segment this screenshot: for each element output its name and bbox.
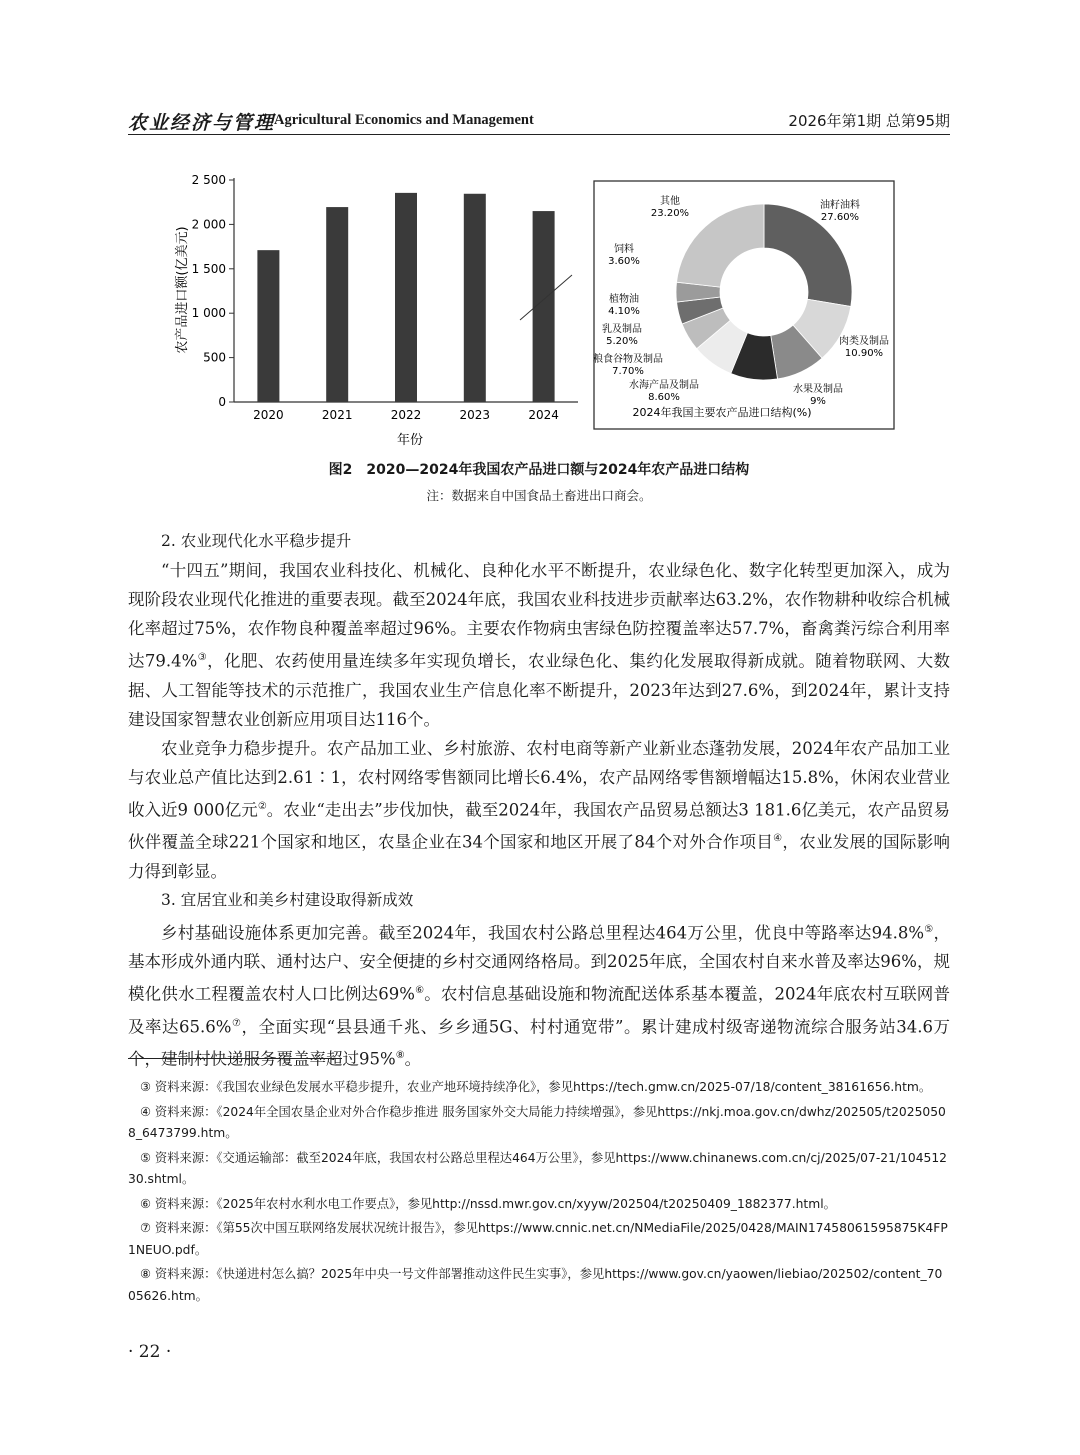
footnote-5: ⑤ 资料来源：《交通运输部：截至2024年底，我国农村公路总里程达464万公里》，参见https://www.chinanews.com.cn/cj/2025/07-21/10451230.shtml。 xyxy=(128,1150,947,1186)
footnote-divider xyxy=(128,1058,342,1059)
donut-hole xyxy=(720,248,808,336)
footnote-8: ⑧ 资料来源：《快递进村怎么搞？2025年中央一号文件部署推动这件民生实事》，参见https://www.gov.cn/yaowen/liebiao/202502/content_7005626.htm。 xyxy=(128,1267,943,1303)
slice-value: 8.60% xyxy=(648,392,680,403)
footnote-3: ③ 资料来源：《我国农业绿色发展水平稳步提升，农业产地环境持续净化》，参见https://tech.gmw.cn/2025-07/18/content_38161656.htm。 xyxy=(140,1080,932,1094)
journal-title-cn: 农业经济与管理 xyxy=(128,112,276,134)
slice-value: 10.90% xyxy=(844,348,884,359)
pie-chart xyxy=(593,181,894,429)
x-tick-label: 2022 xyxy=(390,408,422,422)
slice-label: 水海产品及制品 xyxy=(629,380,699,391)
footnote-ref-4[interactable]: ④ xyxy=(773,833,783,844)
footnote-7: ⑦ 资料来源：《第55次中国互联网络发展状况统计报告》，参见https://www.cnnic.net.cn/NMediaFile/2025/0428/MAIN17458061595875K4FP1NEUO.pdf。 xyxy=(128,1221,948,1257)
footnote-ref-8[interactable]: ⑧ xyxy=(395,1050,405,1061)
journal-title-en: Agricultural Economics and Management xyxy=(274,112,534,128)
paragraph-3-text-a: 乡村基础设施体系更加完善。截至2024年，我国农村公路总里程达464万公里，优良中等路率达94.8% xyxy=(161,923,925,942)
slice-label: 油籽油料 xyxy=(820,200,860,211)
footnote-ref-2[interactable]: ② xyxy=(257,800,267,812)
paragraph-3-text-b: ，基本形成外通内联、通村达户、安全便捷的乡村交通网络格局。到2025年底，全国农村自来水普及率达96%，规模化供水工程覆盖农村人口比例达69% xyxy=(128,923,951,1004)
x-tick-label: 2023 xyxy=(459,408,491,422)
paragraph-2-text-c: ，农业发展的国际影响力得到彰显。 xyxy=(128,832,950,881)
x-tick-label: 2021 xyxy=(321,408,353,422)
slice-label: 植物油 xyxy=(609,294,639,305)
bar-2020 xyxy=(257,250,279,402)
paragraph-2-text-a: 农业竞争力稳步提升。农产品加工业、乡村旅游、农村电商等新产业新业态蓬勃发展，2024年农产品加工业与农业总产值比达到2.61∶1，农村网络零售额同比增长6.4%，农产品网络零售额增幅达15.8%，休闲农业营业收入近9 000亿元 xyxy=(128,738,950,819)
page-number: · 22 · xyxy=(128,1342,172,1362)
y-tick-label: 2 500 xyxy=(191,173,226,187)
footnote-ref-7[interactable]: ⑦ xyxy=(231,1017,242,1029)
figure-2 xyxy=(128,160,950,460)
slice-label: 饲料 xyxy=(614,244,634,255)
footnote-ref-5[interactable]: ⑤ xyxy=(924,923,934,935)
paragraph-1-text: “十四五”期间，我国农业科技化、机械化、良种化水平不断提升，农业绿色化、数字化转型更加深入，成为现阶段农业现代化推进的重要表现。截至2024年底，我国农业科技进步贡献率达63.2%，农作物耕种收综合机械化率超过75%，农作物良种覆盖率超过96%。主要农作物病虫害绿色防控覆盖率达57.7%，畜禽粪污综合利用率达79.4% xyxy=(128,561,950,671)
section-heading-2: 2. 农业现代化水平稳步提升 xyxy=(161,532,352,550)
slice-label: 乳及制品 xyxy=(602,324,642,335)
bar-2022 xyxy=(395,193,417,402)
figure-note: 注：数据来自中国食品土畜进出口商会。 xyxy=(426,488,652,503)
bar-2021 xyxy=(326,207,348,402)
paragraph-3-text-c: 。农村信息基础设施和物流配送体系基本覆盖，2024年底农村互联网普及率达65.6% xyxy=(128,984,950,1036)
slice-label: 肉类及制品 xyxy=(839,336,889,347)
bar-2023 xyxy=(464,194,486,402)
footnotes xyxy=(128,1077,950,1310)
page-header xyxy=(128,106,950,136)
x-axis-title: 年份 xyxy=(396,433,424,448)
figure-caption: 图2 2020—2024年我国农产品进口额与2024年农产品进口结构 xyxy=(328,462,750,478)
slice-value: 3.60% xyxy=(608,256,640,267)
y-tick-label: 0 xyxy=(218,395,226,409)
paragraph-2-text-b: 。农业“走出去”步伐加快，截至2024年，我国农产品贸易总额达3 181.6亿美元，农产品贸易伙伴覆盖全球221个国家和地区，农垦企业在34个国家和地区开展了84个对外合作项目 xyxy=(128,800,950,852)
x-tick-label: 2024 xyxy=(528,408,559,422)
y-tick-label: 2 000 xyxy=(191,217,226,232)
bar-chart xyxy=(174,173,578,448)
slice-label: 粮食谷物及制品 xyxy=(593,354,663,365)
paragraph-1 xyxy=(128,556,950,734)
paragraph-3-text-e: 。 xyxy=(404,1049,422,1069)
slice-label: 水果及制品 xyxy=(793,384,843,395)
slice-value: 9% xyxy=(810,396,826,407)
footnote-ref-3[interactable]: ③ xyxy=(197,652,208,663)
paragraph-3 xyxy=(128,915,950,1074)
figure-svg xyxy=(128,160,950,460)
y-axis-title: 农产品进口额(亿美元) xyxy=(175,226,190,354)
slice-value: 23.20% xyxy=(650,208,690,219)
section-heading-3: 3. 宜居宜业和美乡村建设取得新成效 xyxy=(161,890,414,909)
paragraph-3-text-d: ，全面实现“县县通千兆、乡乡通5G、村村通宽带”。累计建成村级寄递物流综合服务站34.6万个，建制村快递服务覆盖率超过95% xyxy=(128,1017,951,1069)
body-text xyxy=(128,527,950,1074)
pie-title: 2024年我国主要农产品进口结构(%) xyxy=(632,406,812,419)
footnote-4: ④ 资料来源：《2024年全国农垦企业对外合作稳步推进 服务国家外交大局能力持续增强》，参见https://nkj.moa.gov.cn/dwhz/202505/t20250508_6473799.htm。 xyxy=(128,1104,946,1140)
y-tick-label: 500 xyxy=(203,350,226,365)
slice-value: 5.20% xyxy=(606,336,638,347)
y-tick-label: 1 000 xyxy=(191,306,226,321)
header-divider xyxy=(128,134,950,135)
slice-value: 27.60% xyxy=(820,212,860,223)
x-tick-label: 2020 xyxy=(253,408,284,422)
paragraph-2 xyxy=(128,734,950,886)
y-tick-label: 1 500 xyxy=(191,261,226,276)
issue-number: 2026年第1期 总第95期 xyxy=(788,112,950,130)
slice-value: 4.10% xyxy=(608,306,640,317)
slice-value: 7.70% xyxy=(612,366,644,377)
footnote-ref-6[interactable]: ⑥ xyxy=(414,985,425,996)
slice-label: 其他 xyxy=(660,196,680,207)
footnote-6: ⑥ 资料来源：《2025年农村水利水电工作要点》，参见http://nssd.mwr.gov.cn/xyyw/202504/t20250409_1882377.html。 xyxy=(140,1196,836,1211)
paragraph-1-text-end: ，化肥、农药使用量连续多年实现负增长，农业绿色化、集约化发展取得新成就。随着物联网、大数据、人工智能等技术的示范推广，我国农业生产信息化率不断提升，2023年达到27.6%，到2024年，累计支持建设国家智慧农业创新应用项目达116个。 xyxy=(128,651,951,729)
